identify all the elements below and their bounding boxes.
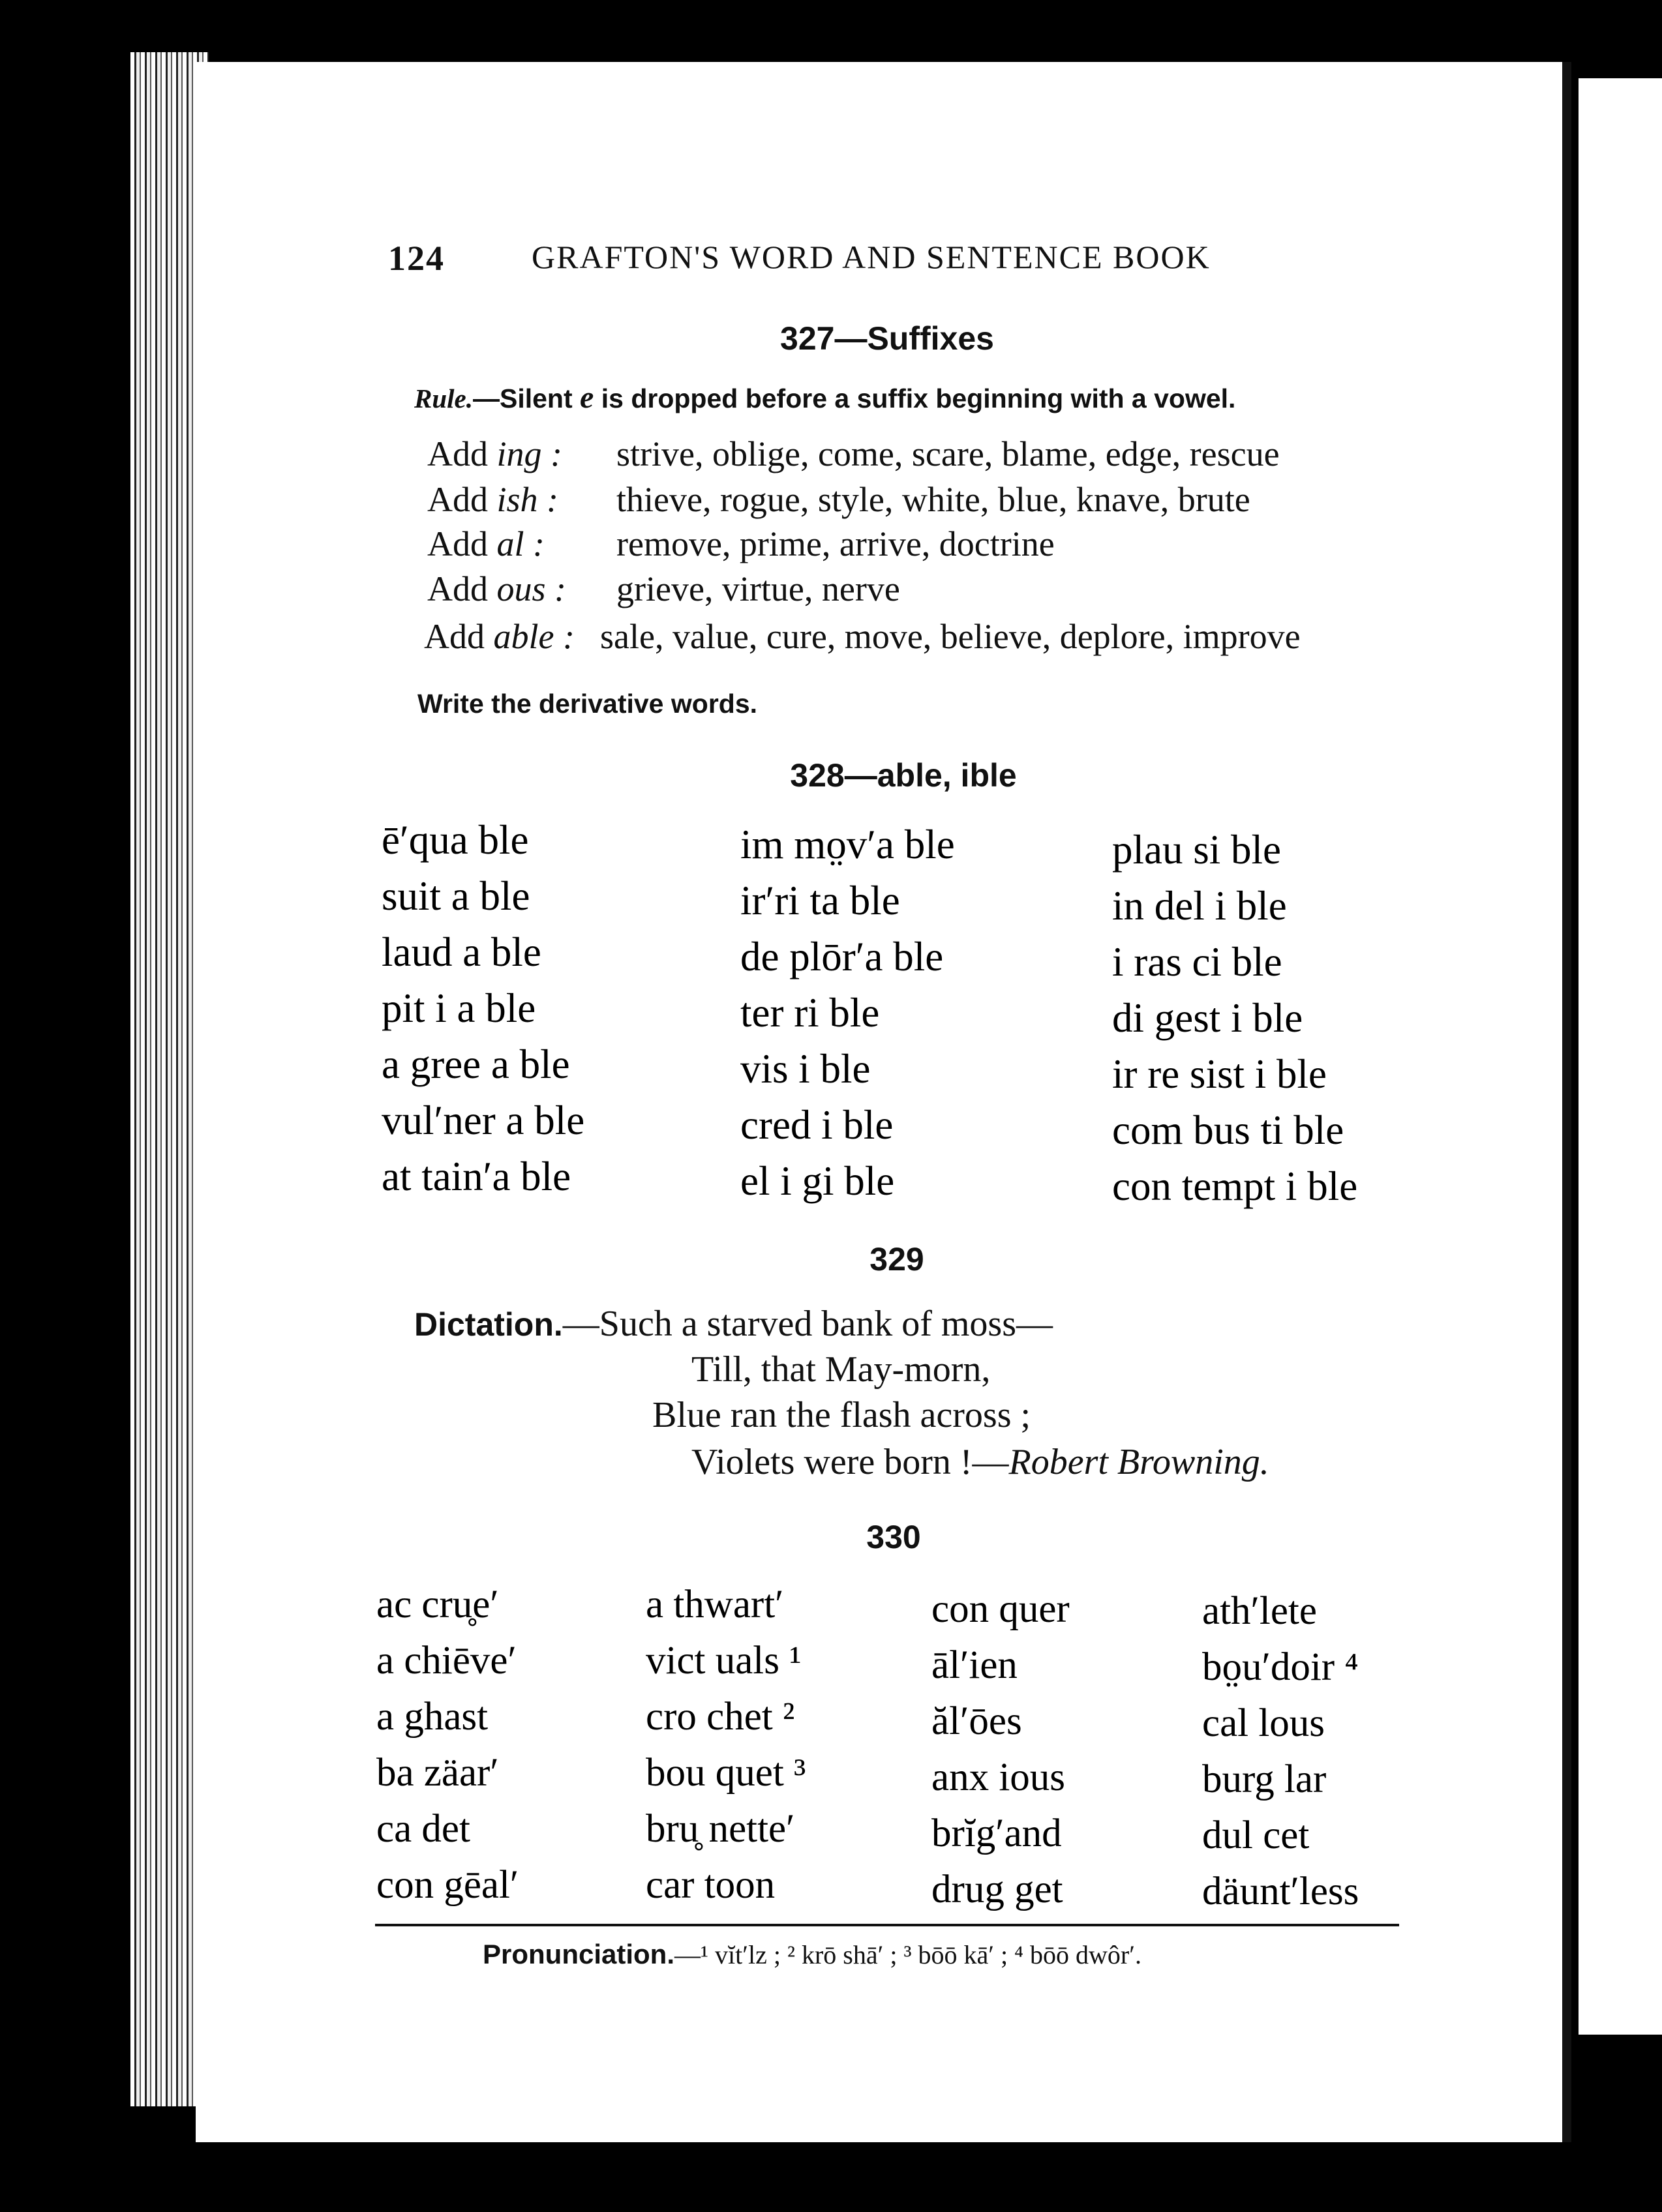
rule-letter: e <box>580 380 594 415</box>
rule-text <box>414 380 1235 415</box>
word: a ghast <box>376 1695 489 1739</box>
word: däunt′less <box>1202 1870 1359 1913</box>
word-column <box>1202 1583 1359 1920</box>
page-number: 124 <box>388 239 445 278</box>
word: in del i ble <box>1112 883 1287 929</box>
word: im mo̤v′a ble <box>740 822 955 867</box>
word: ath′lete <box>1202 1589 1317 1633</box>
word: at tain′a ble <box>382 1154 571 1199</box>
word: pit i a ble <box>382 985 536 1031</box>
word: burg lar <box>1202 1757 1327 1801</box>
word-column <box>740 816 955 1209</box>
word: de plōr′a ble <box>740 934 944 979</box>
word: cal lous <box>1202 1701 1325 1745</box>
dictation-line <box>414 1303 1053 1345</box>
dictation-label: Dictation. <box>414 1306 563 1343</box>
dictation-author: Robert Browning. <box>1008 1442 1269 1482</box>
word: ac cru̥e′ <box>376 1583 499 1626</box>
pronunciation-label: Pronunciation. <box>483 1939 674 1969</box>
word: ter ri ble <box>740 990 880 1036</box>
dictation-text: —Such a starved bank of moss— <box>562 1304 1053 1344</box>
add-words: sale, value, cure, move, believe, deplore, improve <box>600 617 1301 656</box>
word: ba zäar′ <box>376 1751 499 1795</box>
facing-page <box>1579 78 1662 2035</box>
add-words: strive, oblige, come, scare, blame, edge, rescue <box>616 434 1280 473</box>
word: bou quet ³ <box>646 1751 806 1795</box>
add-label: Add ous : <box>427 569 566 608</box>
word: anx ious <box>931 1756 1066 1799</box>
word: bru̥ nette′ <box>646 1807 795 1851</box>
word: a chiēve′ <box>376 1639 517 1682</box>
dictation-line <box>691 1441 1269 1483</box>
word: dul cet <box>1202 1814 1310 1857</box>
dictation-line: Till, that May-morn, <box>691 1349 991 1390</box>
word: el i gi ble <box>740 1158 895 1204</box>
word: drug get <box>931 1868 1063 1911</box>
word: vul′ner a ble <box>382 1098 585 1143</box>
word: ir re sist i ble <box>1112 1051 1327 1097</box>
pronunciation-footnote <box>483 1939 1141 1970</box>
add-words: grieve, virtue, nerve <box>616 569 900 608</box>
dictation-text: Violets were born !— <box>691 1442 1009 1482</box>
word: vis i ble <box>740 1046 871 1092</box>
word: con gēal′ <box>376 1863 519 1907</box>
word-column <box>376 1577 519 1913</box>
section-330-heading: 330 <box>866 1519 921 1555</box>
word: a thwart′ <box>646 1583 784 1626</box>
word: i ras ci ble <box>1112 939 1282 985</box>
word: vict uals ¹ <box>646 1639 802 1682</box>
add-label: Add ish : <box>427 480 558 519</box>
word: plau si ble <box>1112 827 1281 873</box>
footnote-divider <box>375 1924 1399 1926</box>
word: com bus ti ble <box>1112 1107 1344 1153</box>
section-328-heading: 328—able, ible <box>790 757 1017 794</box>
section-329-heading: 329 <box>869 1241 924 1278</box>
word: con quer <box>931 1587 1070 1631</box>
rule-text-post: is dropped before a suffix beginning with a vowel. <box>594 383 1236 413</box>
pronunciation-text: —¹ vĭt′lz ; ² krō shā′ ; ³ bōō kā′ ; ⁴ bōō dwôr′. <box>674 1940 1141 1969</box>
word: laud a ble <box>382 929 541 975</box>
word: ē′qua ble <box>382 817 529 863</box>
section-327-heading: 327—Suffixes <box>780 320 994 357</box>
word: a gree a ble <box>382 1041 570 1087</box>
word: ăl′ōes <box>931 1699 1022 1743</box>
add-label: Add able : <box>424 617 575 656</box>
word-column <box>1112 822 1357 1214</box>
word: ca det <box>376 1807 470 1851</box>
word-column <box>646 1577 806 1913</box>
running-title: GRAFTON'S WORD AND SENTENCE BOOK <box>532 239 1211 275</box>
word: cro chet ² <box>646 1695 795 1739</box>
add-label: Add ing : <box>427 434 562 473</box>
add-label: Add al : <box>427 524 545 563</box>
rule-label: Rule. <box>414 383 473 413</box>
word-column <box>382 812 584 1204</box>
rule-text-pre: —Silent <box>473 383 581 413</box>
word: brĭg′and <box>931 1812 1062 1855</box>
word: āl′ien <box>931 1643 1018 1687</box>
word: con tempt i ble <box>1112 1163 1358 1209</box>
instruction: Write the derivative words. <box>417 689 758 719</box>
add-words: remove, prime, arrive, doctrine <box>616 524 1055 563</box>
word: cred i ble <box>740 1102 894 1148</box>
word: di gest i ble <box>1112 995 1303 1041</box>
add-words: thieve, rogue, style, white, blue, knave, brute <box>616 480 1250 519</box>
word: ir′ri ta ble <box>740 878 900 923</box>
word: bo̤u′doir ⁴ <box>1202 1645 1359 1689</box>
word: suit a ble <box>382 873 530 919</box>
word: car toon <box>646 1863 776 1907</box>
word-column <box>931 1581 1070 1918</box>
dictation-line: Blue ran the flash across ; <box>652 1395 1031 1435</box>
